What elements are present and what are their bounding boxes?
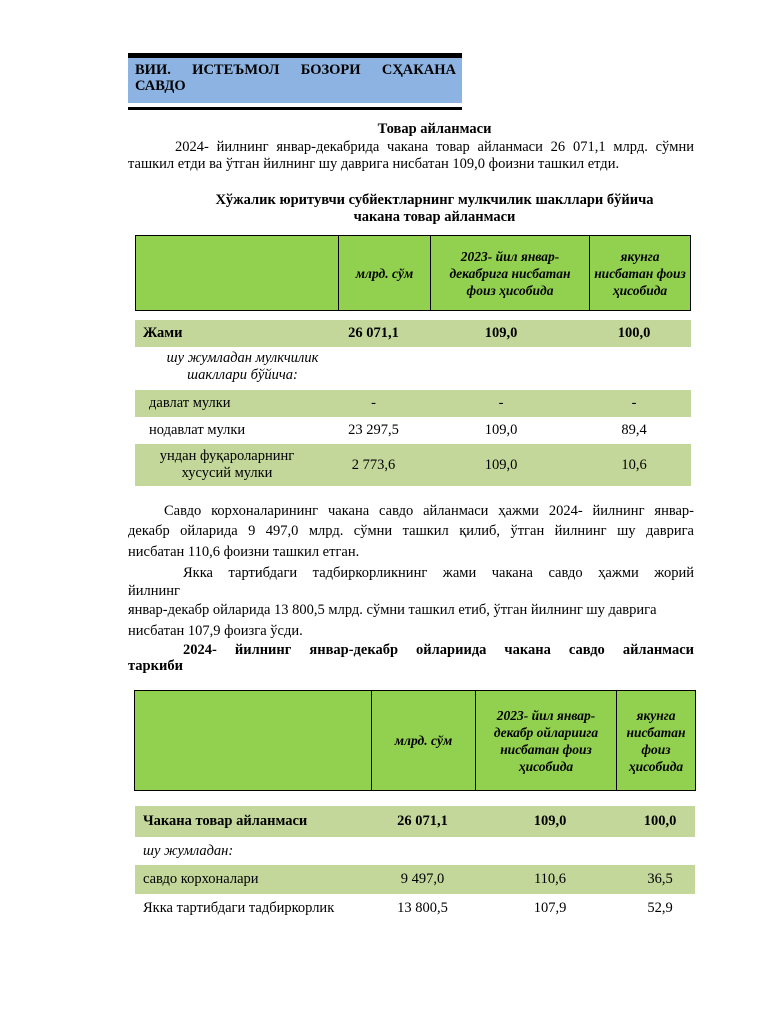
table1-row-value1: 2 773,6 <box>351 456 396 473</box>
table1-row <box>135 417 691 444</box>
table1-row-value2: 109,0 <box>484 422 518 438</box>
table1-row <box>135 390 691 417</box>
table2-header-col1: млрд. сўм <box>372 691 476 791</box>
table1-total-value1: 26 071,1 <box>348 325 399 341</box>
table2-row-value1: 9 497,0 <box>400 871 445 887</box>
table1-total-label: Жами <box>143 325 183 341</box>
table1-title <box>128 192 741 226</box>
retail-text-line3: нисбатан 110,6 фоизни ташкил етган. <box>128 544 360 560</box>
table2-total-value2: 109,0 <box>533 813 567 829</box>
table1-subheading: шу жумладан мулкчилик шакллари бўйича: <box>166 350 319 383</box>
table1-title-line1: Хўжалик юритувчи субйектларнинг мулкчилик шакллари бўйича <box>215 192 654 208</box>
entrepreneur-text-line4: нисбатан 107,9 фоизга ўсди. <box>128 623 303 639</box>
table2-total-row <box>135 806 695 837</box>
table2-row <box>135 894 695 923</box>
table1-row <box>135 444 691 486</box>
table2-row-value2: 107,9 <box>533 900 567 916</box>
table1-row-value1: - <box>371 395 376 411</box>
table2-row-label: савдо корхоналари <box>143 871 259 887</box>
entrepreneur-text-line3: январ-декабр ойларида 13 800,5 млрд. сўмни ташкил етиб, ўтган йилнинг шу даврига <box>128 602 657 618</box>
retail-text-line1: Савдо корхоналарининг чакана савдо айланмаси ҳажми 2024- йилнинг январ- <box>164 503 694 519</box>
table2-subheading-text: шу жумладан: <box>143 842 234 859</box>
table1-total-row <box>135 320 691 347</box>
table2-total-label: Чакана товар айланмаси <box>143 813 308 829</box>
table1-row-label: ундан фуқароларнинг хусусий мулки <box>159 448 295 481</box>
table1-header-blank <box>136 236 339 311</box>
retail-text-line2: декабр ойларида 9 497,0 млрд. сўмни ташкил қилиб, ўтган йилнинг шу даврига <box>128 523 694 539</box>
table2-header <box>134 690 696 791</box>
table2-subheading <box>135 837 695 865</box>
table1-header <box>135 235 691 311</box>
table2-title-line2: таркиби <box>128 658 183 674</box>
table2-row-value3: 52,9 <box>647 900 673 916</box>
table1-header-col1: млрд. сўм <box>339 236 431 311</box>
table2-header-col3: якунга нисбатан фоиз ҳисобида <box>617 691 696 791</box>
table2-row-value1: 13 800,5 <box>397 900 448 916</box>
table1-row-value2: 109,0 <box>484 456 518 473</box>
table1-title-line2: чакана товар айланмаси <box>353 209 516 225</box>
table1-row-value3: 89,4 <box>621 422 647 438</box>
table2-row-value3: 36,5 <box>647 871 673 887</box>
table1-row-value3: - <box>631 395 637 411</box>
table1-total-value3: 100,0 <box>617 325 651 341</box>
table2-total-value1: 26 071,1 <box>397 813 448 829</box>
table2-total-value3: 100,0 <box>643 813 677 829</box>
table2-header-blank <box>135 691 372 791</box>
table1-header-col2: 2023- йил январ-декабрига нисбатан фоиз ҳисобида <box>431 236 590 311</box>
turnover-text-line2: ташкил етди ва ўтган йилнинг шу даврига нисбатан 109,0 фоизни ташкил етди. <box>128 156 620 172</box>
table2-header-col2: 2023- йил январ-декабр ойлариига нисбатан фоиз ҳисобида <box>476 691 617 791</box>
table1-total-value2: 109,0 <box>484 325 518 341</box>
table2-title-line1: 2024- йилнинг январ-декабр ойлариида чакана савдо айланмаси <box>183 642 694 658</box>
entrepreneur-text-line2: йилнинг <box>128 583 180 599</box>
table1-row-value3: 10,6 <box>621 456 647 473</box>
section-header-text: ВИИ. ИСТЕЪМОЛ БОЗОРИ СҲАКАНА САВДО <box>135 62 456 94</box>
table2-row-value2: 110,6 <box>533 871 567 887</box>
table2-row-label: Якка тартибдаги тадбиркорлик <box>143 900 335 916</box>
table1-header-col3: якунга нисбатан фоиз ҳисобида <box>590 236 691 311</box>
entrepreneur-text-line1: Якка тартибдаги тадбиркорликнинг жами чакана савдо ҳажми жорий <box>183 565 694 581</box>
table1-row-value1: 23 297,5 <box>348 422 399 438</box>
section-header <box>128 53 462 103</box>
table1-row-value2: - <box>498 395 504 411</box>
turnover-title: Товар айланмаси <box>377 121 492 137</box>
table1-row-label: нодавлат мулки <box>149 422 246 438</box>
table2-row <box>135 865 695 894</box>
turnover-text-line1: 2024- йилнинг январ-декабрида чакана товар айланмаси 26 071,1 млрд. сўмни <box>175 139 694 155</box>
table1-row-label: давлат мулки <box>149 395 231 411</box>
